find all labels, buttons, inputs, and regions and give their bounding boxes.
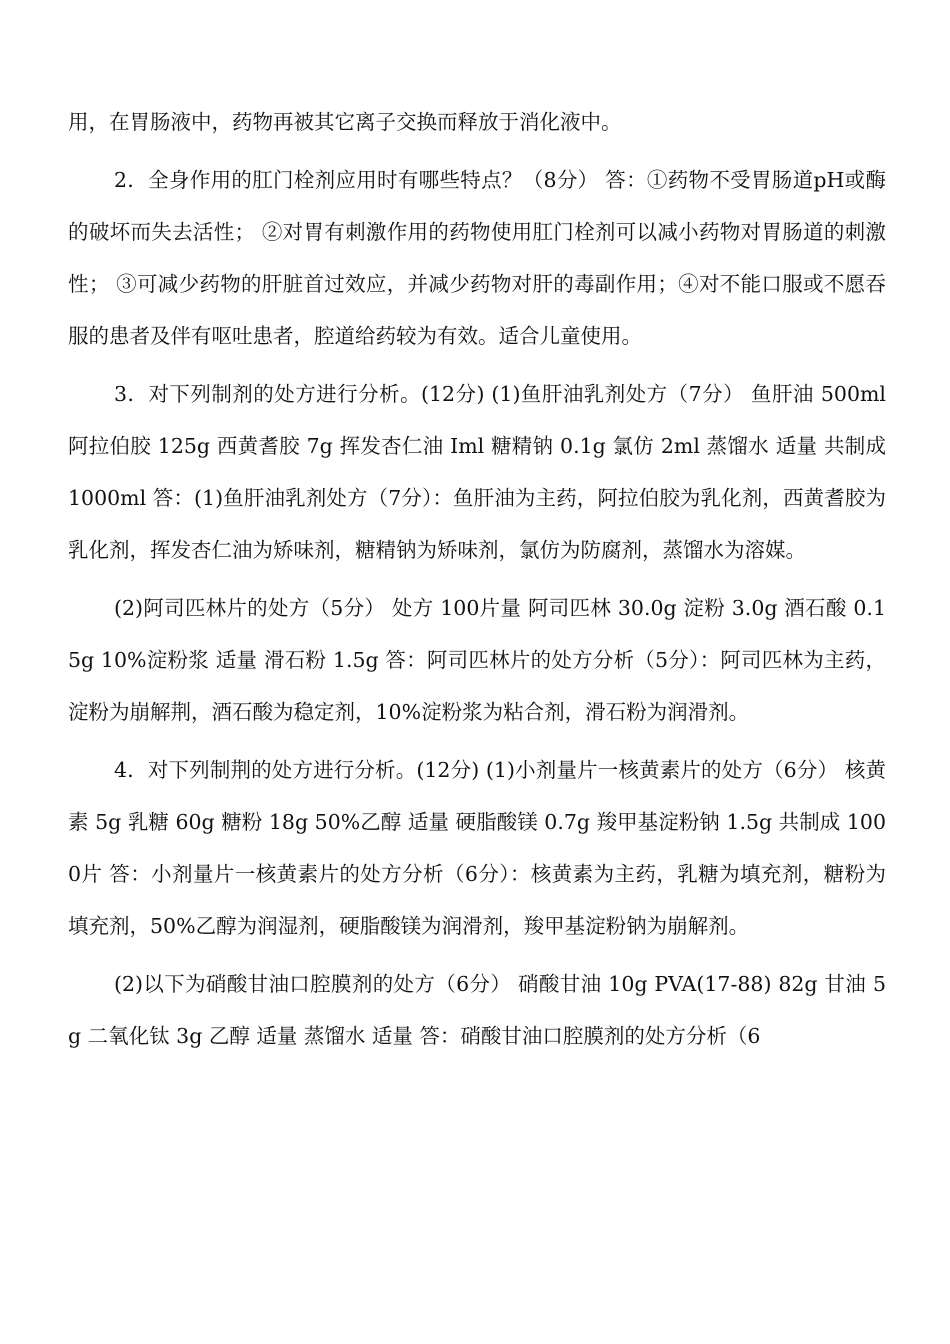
paragraph-1-continuation: 用，在胃肠液中，药物再被其它离子交换而释放于消化液中。 — [68, 110, 622, 134]
document-body — [68, 96, 886, 1068]
paragraph-question-2: 2．全身作用的肛门栓剂应用时有哪些特点？（8分） 答：①药物不受胃肠道pH或酶的破坏而失去活性； ②对胃有刺激作用的药物使用肛门栓剂可以减小药物对胃肠道的刺激性； ③可减少药物的肝脏首过效应，并减少药物对肝的毒副作用；④对不能口服或不愿吞服的患者及伴有呕吐患者，腔道给药较为有效。适合儿童使用。 — [68, 168, 886, 348]
paragraph-question-3: 3．对下列制剂的处方进行分析。(12分) (1)鱼肝油乳剂处方（7分） 鱼肝油 500ml 阿拉伯胶 125g 西黄耆胶 7g 挥发杏仁油 Iml 糖精钠 0.1g 氯仿 2ml 蒸馏水 适量 共制成 1000ml 答：(1)鱼肝油乳剂处方（7分）：鱼肝油为主药，阿拉伯胶为乳化剂，西黄耆胶为乳化剂，挥发杏仁油为矫味剂，糖精钠为矫味剂，氯仿为防腐剂，蒸馏水为溶媒。 — [68, 382, 886, 562]
paragraph-question-4: 4．对下列制荆的处方进行分析。(12分) (1)小剂量片一核黄素片的处方（6分） 核黄素 5g 乳糖 60g 糖粉 18g 50%乙醇 适量 硬脂酸镁 0.7g 羧甲基淀粉钠 1.5g 共制成 1000片 答：小剂量片一核黄素片的处方分析（6分）：核黄素为主药，乳糖为填充剂，糖粉为填充剂，50%乙醇为润湿剂，硬脂酸镁为润滑剂，羧甲基淀粉钠为崩解剂。 — [68, 758, 886, 938]
paragraph-question-3-part-2: (2)阿司匹林片的处方（5分） 处方 100片量 阿司匹林 30.0g 淀粉 3.0g 酒石酸 0.15g 10%淀粉浆 适量 滑石粉 1.5g 答：阿司匹林片的处方分析（5分）：阿司匹林为主药，淀粉为崩解荆，酒石酸为稳定剂，10%淀粉浆为粘合剂，滑石粉为润滑剂。 — [68, 596, 886, 724]
paragraph-question-4-part-2: (2)以下为硝酸甘油口腔膜剂的处方（6分） 硝酸甘油 10g PVA(17-88) 82g 甘油 5g 二氧化钛 3g 乙醇 适量 蒸馏水 适量 答：硝酸甘油口腔膜剂的处方分析（6 — [68, 972, 886, 1048]
